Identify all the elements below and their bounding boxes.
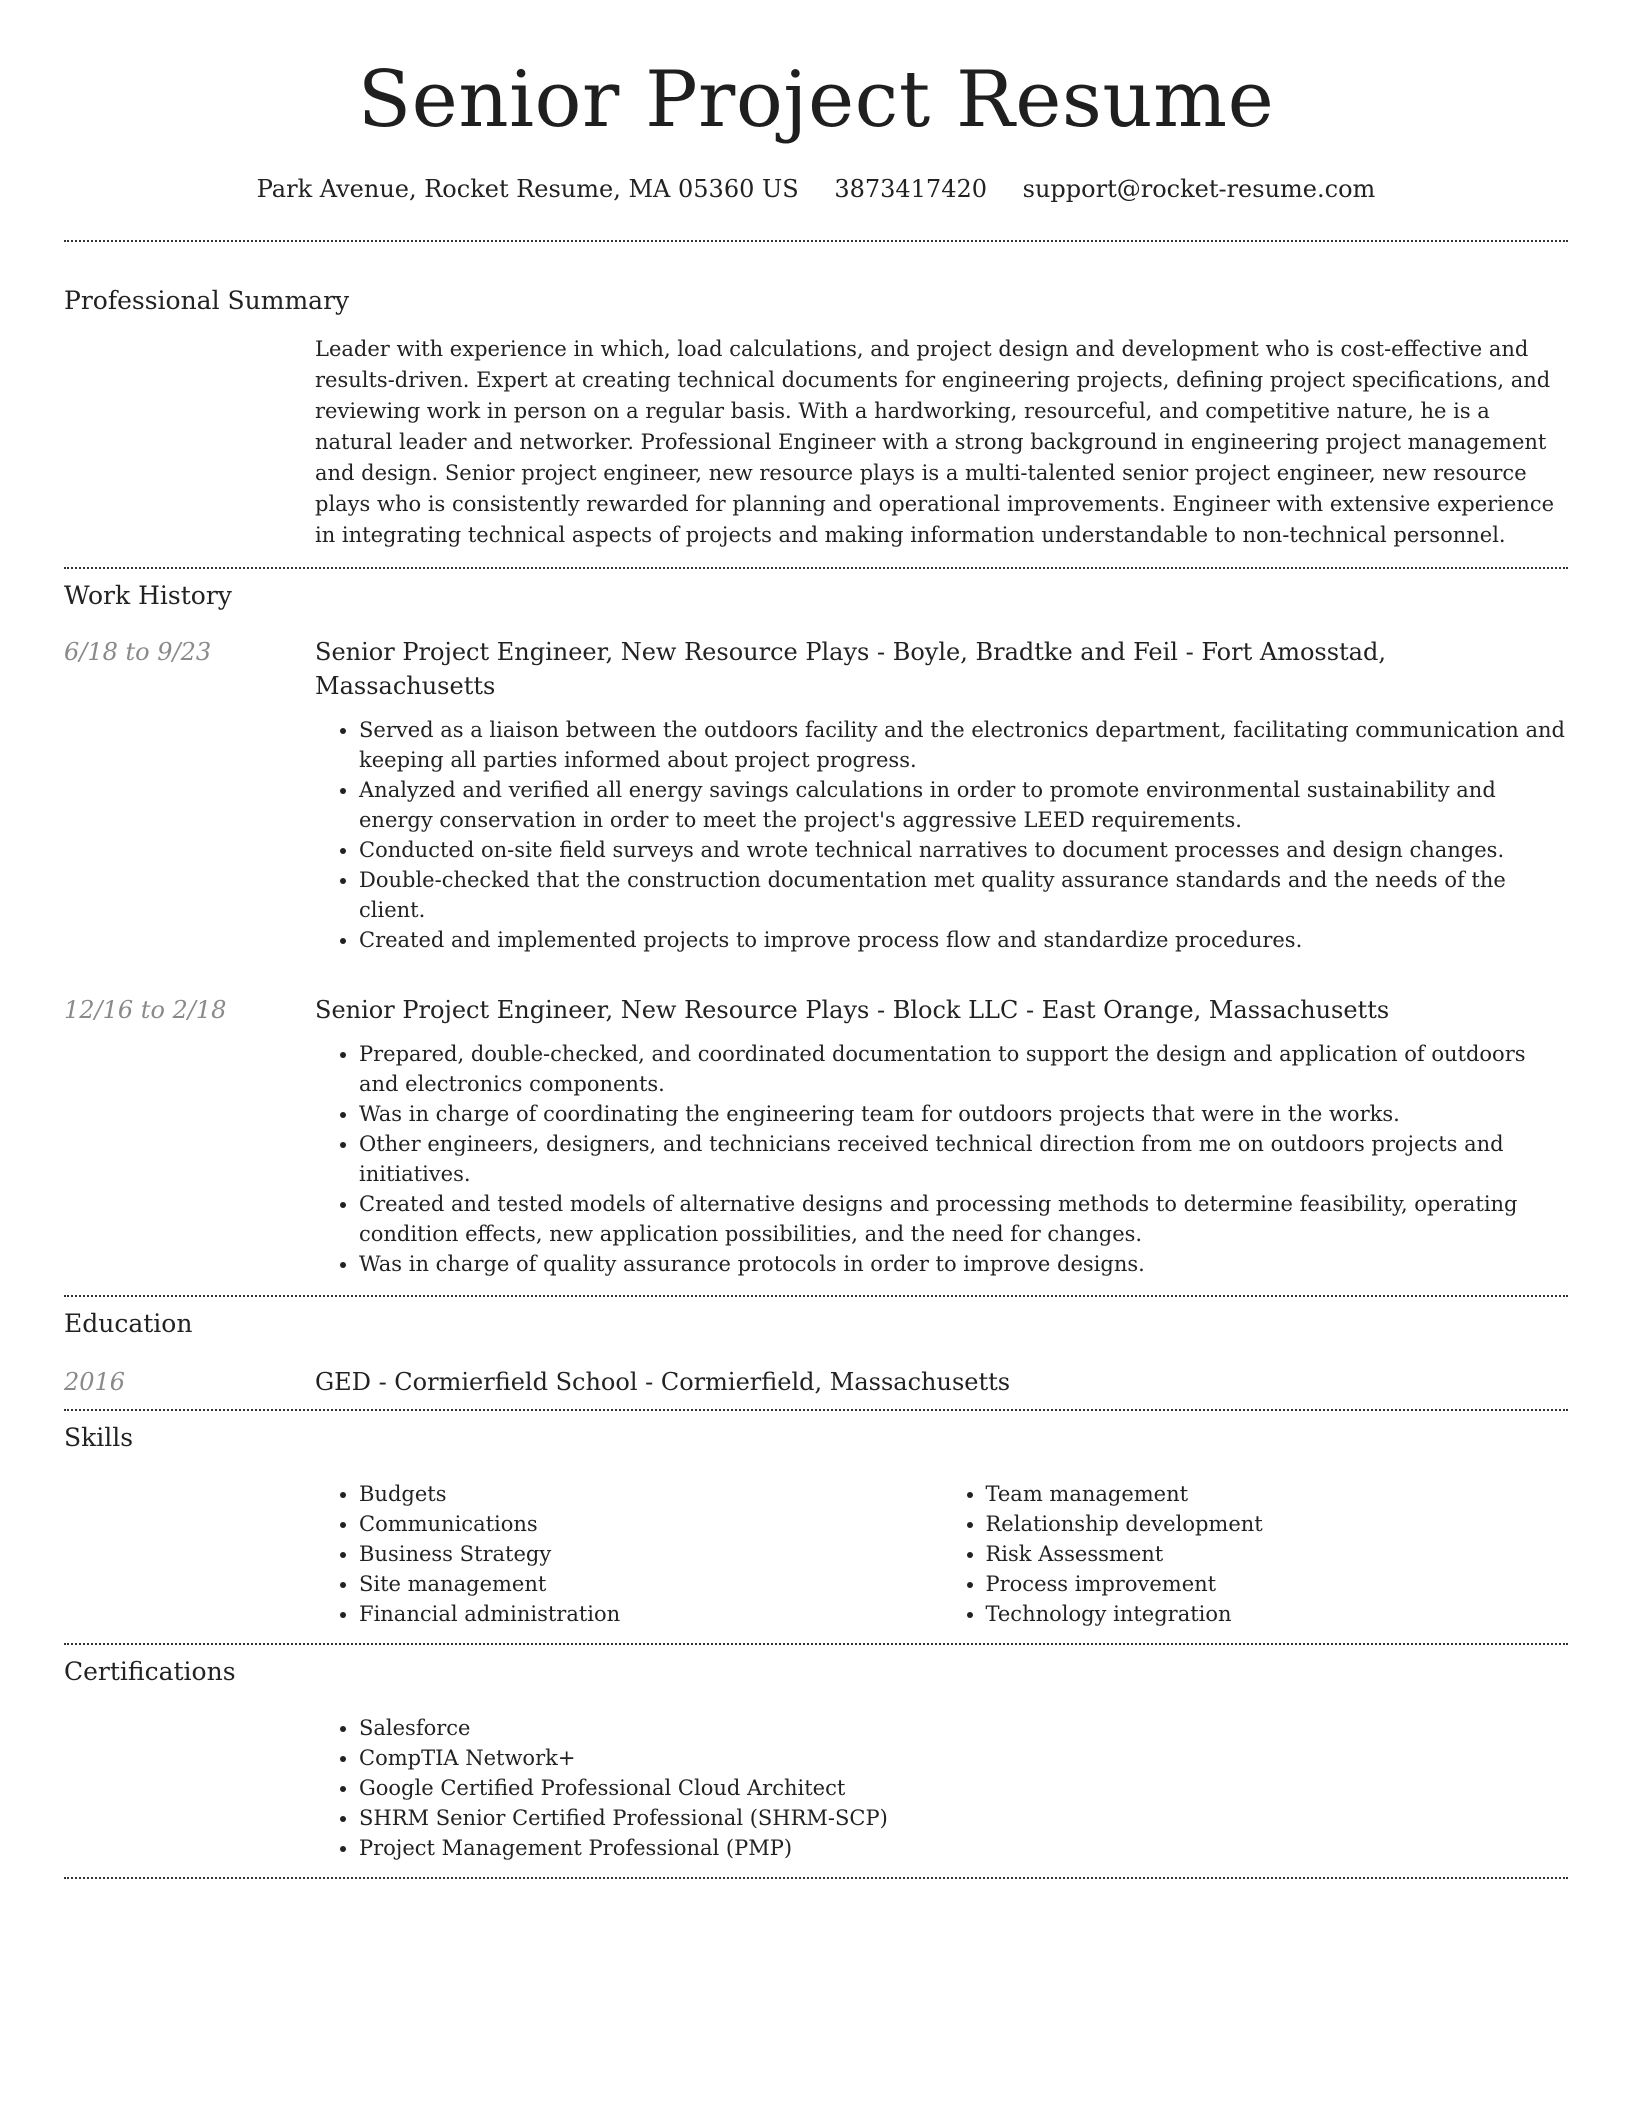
job-dates: 12/16 to 2/18 [64, 996, 227, 1024]
job-title: Senior Project Engineer, New Resource Plays - Boyle, Bradtke and Feil - Fort Amosstad, Massachusetts [315, 638, 1386, 700]
contact-email: support@rocket-resume.com [1022, 175, 1376, 203]
job-dates: 6/18 to 9/23 [64, 638, 212, 666]
skills-grid [315, 1479, 1568, 1643]
list-item: • Technology integration [986, 1599, 1569, 1629]
job-bullets [315, 715, 1568, 955]
skills-right-list [942, 1479, 1569, 1629]
job-bullets [315, 1039, 1568, 1295]
list-item: • Double-checked that the construction documentation met quality assurance standards and the needs of the client. [359, 865, 1568, 925]
education-row [64, 1365, 1568, 1409]
education-section [64, 1297, 1568, 1409]
list-item: • Budgets [359, 1479, 942, 1509]
list-item: • Created and implemented projects to improve process flow and standardize procedures. [359, 925, 1568, 955]
job-row [64, 993, 1568, 1027]
list-item: • Risk Assessment [986, 1539, 1569, 1569]
list-item: • Conducted on-site field surveys and wrote technical narratives to document processes and design changes. [359, 835, 1568, 865]
section-title: Skills [64, 1423, 134, 1452]
list-item: • Was in charge of quality assurance protocols in order to improve designs. [359, 1249, 1568, 1279]
contact-line [64, 172, 1568, 206]
list-item: • Google Certified Professional Cloud Architect [359, 1773, 1568, 1803]
list-item: • Financial administration [359, 1599, 942, 1629]
list-item: • Prepared, double-checked, and coordinated documentation to support the design and application of outdoors and electronics components. [359, 1039, 1568, 1099]
section-title: Professional Summary [64, 286, 350, 315]
list-item: • Communications [359, 1509, 942, 1539]
summary-text: Leader with experience in which, load calculations, and project design and development who is cost-effective and results-driven. Expert at creating technical documents for engineering projects, defining project specifications, and reviewing work in person on a regular basis. With a hardworking, resourceful, and competitive nature, he is a natural leader and networker. Professional Engineer with a strong background in engineering project management and design. Senior project engineer, new resource plays is a multi-talented senior project engineer, new resource plays who is consistently rewarded for planning and operational improvements. Engineer with extensive experience in integrating technical aspects of projects and making information understandable to non-technical personnel. [315, 337, 1555, 547]
job-entry [64, 635, 1568, 955]
list-item: • Created and tested models of alternative designs and processing methods to determine feasibility, operating condition effects, new application possibilities, and the need for changes. [359, 1189, 1568, 1249]
education-title: GED - Cormierfield School - Cormierfield, Massachusetts [315, 1368, 1011, 1396]
education-dates: 2016 [64, 1368, 126, 1396]
skills-section [64, 1411, 1568, 1643]
list-item: • Other engineers, designers, and technicians received technical direction from me on outdoors projects and initiatives. [359, 1129, 1568, 1189]
certifications-list [315, 1713, 1568, 1877]
list-item: • Salesforce [359, 1713, 1568, 1743]
list-item: • Team management [986, 1479, 1569, 1509]
summary-section [64, 242, 1568, 567]
resume-name: Senior Project Resume [357, 55, 1275, 145]
resume-page [64, 0, 1568, 1879]
section-title: Certifications [64, 1657, 236, 1686]
job-entry [64, 993, 1568, 1295]
list-item: • Site management [359, 1569, 942, 1599]
list-item: • Served as a liaison between the outdoors facility and the electronics department, facilitating communication and keeping all parties informed about project progress. [359, 715, 1568, 775]
section-title: Work History [64, 581, 232, 610]
work-section [64, 569, 1568, 1295]
contact-phone: 3873417420 [834, 175, 988, 203]
list-item: • Was in charge of coordinating the engineering team for outdoors projects that were in the works. [359, 1099, 1568, 1129]
certifications-section [64, 1645, 1568, 1877]
list-item: • Relationship development [986, 1509, 1569, 1539]
list-item: • Analyzed and verified all energy savings calculations in order to promote environmental sustainability and energy conservation in order to meet the project's aggressive LEED requirements. [359, 775, 1568, 835]
section-title: Education [64, 1309, 193, 1338]
skills-left-list [315, 1479, 942, 1629]
job-title: Senior Project Engineer, New Resource Plays - Block LLC - East Orange, Massachusetts [315, 996, 1390, 1024]
job-row [64, 635, 1568, 703]
contact-address: Park Avenue, Rocket Resume, MA 05360 US [256, 175, 799, 203]
list-item: • Project Management Professional (PMP) [359, 1833, 1568, 1863]
list-item: • Process improvement [986, 1569, 1569, 1599]
list-item: • Business Strategy [359, 1539, 942, 1569]
list-item: • SHRM Senior Certified Professional (SHRM-SCP) [359, 1803, 1568, 1833]
divider [64, 1877, 1568, 1879]
list-item: • CompTIA Network+ [359, 1743, 1568, 1773]
